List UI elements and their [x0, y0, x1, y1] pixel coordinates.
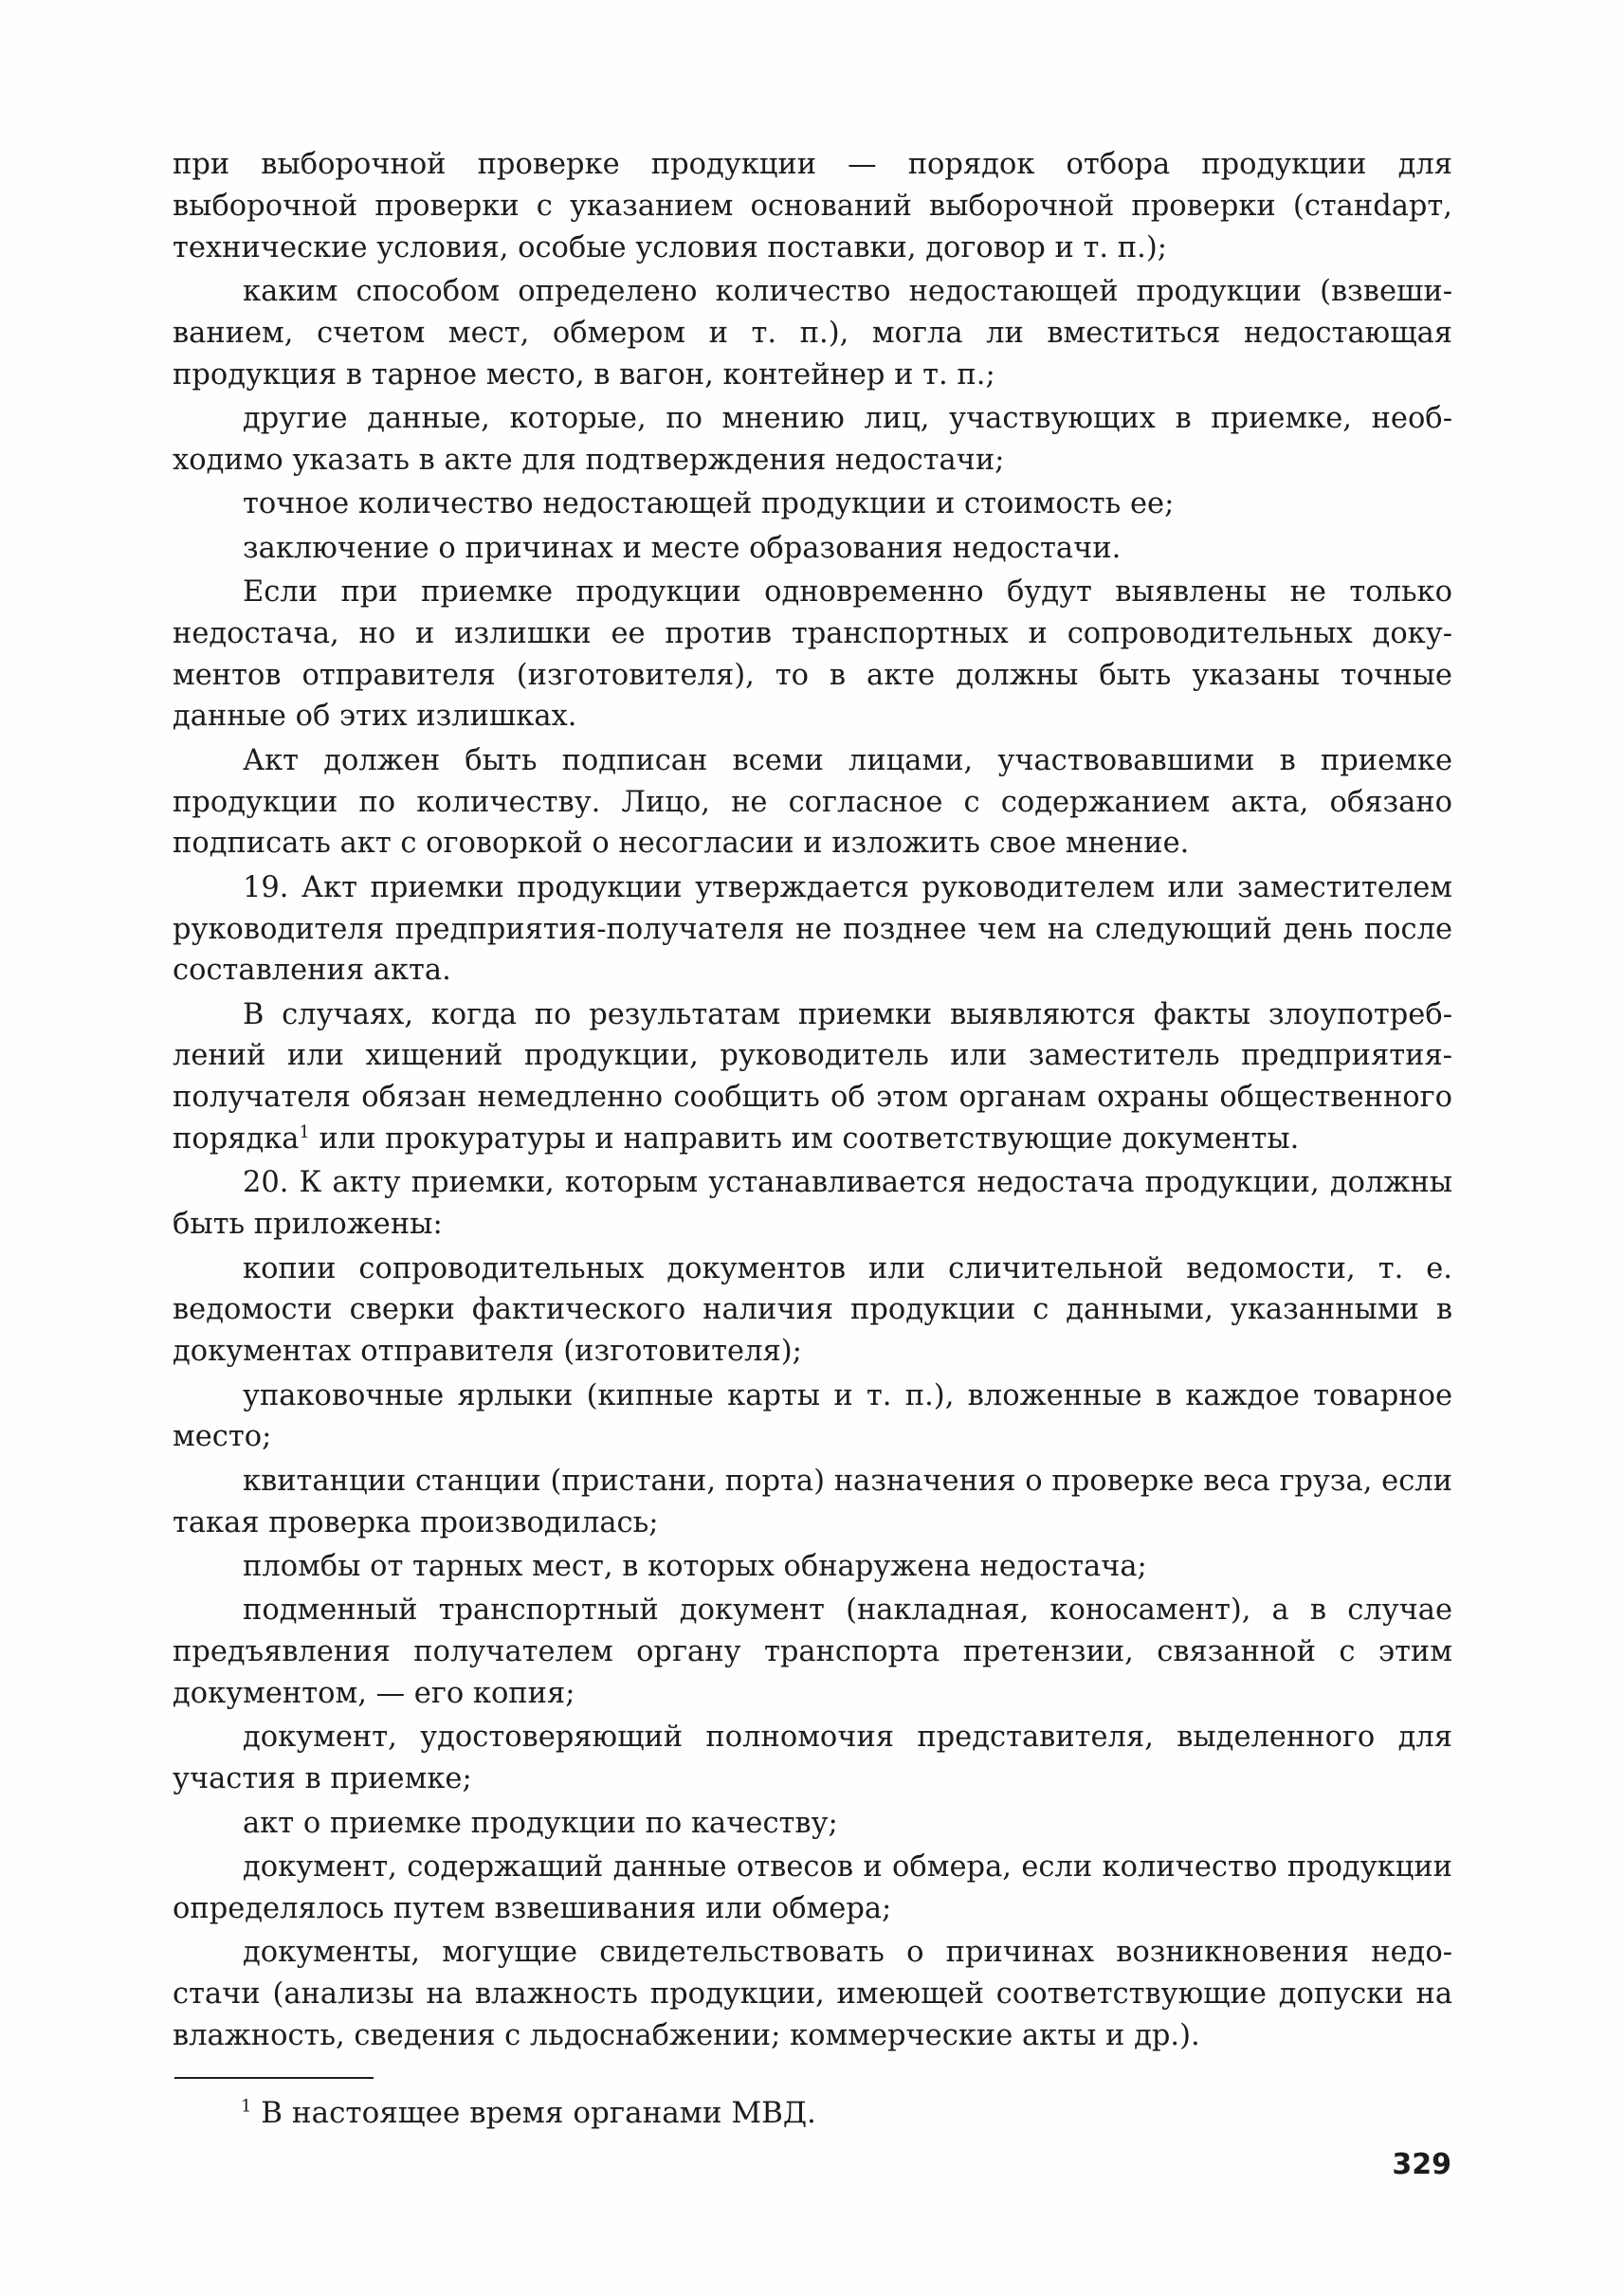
paragraph-text: каким способом определено количество недостающей продукции (взвешиванием, счетом мест, обмером и т. п.), могла ли вместиться недостающая продукция в тарное место, в вагон, контейнер и т. п.;	[173, 274, 1452, 392]
paragraph-text: 19. Акт приемки продукции утверждается руководителем или заместителем руководителя предприятия-получателя не позднее чем на следующий день после составления акта.	[173, 870, 1452, 988]
paragraph-text: точное количество недостающей продукции и стоимость ее;	[243, 487, 1175, 521]
paragraph	[173, 1847, 1452, 1930]
footnote	[241, 2092, 816, 2134]
paragraph-text: документы, могущие свидетельствовать о причинах возникновения недостачи (анализы на влажность продукции, имеющей соответствующие допуски на влажность, сведения с льдоснабжении; коммерческие акты и др.).	[173, 1936, 1452, 2052]
paragraph-text: пломбы от тарных мест, в которых обнаружена недостача;	[243, 1550, 1147, 1584]
paragraph	[173, 1461, 1452, 1544]
paragraph	[173, 1717, 1452, 1800]
paragraph	[173, 528, 1452, 570]
paragraph-text-continued: или прокуратуры и направить им соответствующие документы.	[309, 1122, 1300, 1157]
paragraph	[173, 398, 1452, 482]
paragraph-text: 20. К акту приемки, которым устанавливается недостача продукции, должны быть приложены:	[173, 1166, 1452, 1242]
paragraph	[173, 1375, 1452, 1459]
footnote-reference: 1	[299, 1122, 310, 1142]
paragraph	[173, 867, 1452, 992]
footnote-divider	[174, 2077, 374, 2079]
paragraph	[173, 1162, 1452, 1246]
paragraph-text: документ, удостоверяющий полномочия представителя, выделенного для участия в приемке;	[173, 1721, 1452, 1796]
paragraph-text: упаковочные ярлыки (кипные карты и т. п.), вложенные в каждое товарное место;	[173, 1378, 1452, 1454]
paragraph-text: подменный транспортный документ (накладная, коносамент), а в случае предъявления получателем органу транспорта претензии, связанной с этим документом, — его копия;	[173, 1594, 1452, 1710]
body-text	[173, 144, 1452, 2059]
footnote-mark: 1	[241, 2096, 252, 2117]
paragraph-text: Если при приемке продукции одновременно будут выявлены не только недостача, но и излишки ее против транспортных и сопроводительных документов отправителя (изготовителя), то в акте должны быть указаны точные данные об этих излишках.	[173, 574, 1452, 734]
paragraph-text: документ, содержащий данные отвесов и обмера, если количество продукции определялось путем взвешивания или обмера;	[173, 1849, 1452, 1925]
paragraph-text: В случаях, когда по результатам приемки выявляются факты злоупотреблений или хищений продукции, руководитель или заместитель предприятия-получателя обязан немедленно сообщить об этом органам охраны общественного порядка	[173, 997, 1452, 1157]
footnote-text: В настоящее время органами МВД.	[251, 2096, 816, 2130]
paragraph	[173, 1248, 1452, 1373]
paragraph-text: квитанции станции (пристани, порта) назначения о проверке веса груза, если такая проверка производилась;	[173, 1464, 1452, 1539]
paragraph	[173, 994, 1452, 1160]
paragraph	[173, 740, 1452, 865]
paragraph	[173, 1546, 1452, 1588]
paragraph	[173, 144, 1452, 268]
paragraph	[173, 572, 1452, 738]
paragraph	[173, 483, 1452, 525]
paragraph	[173, 271, 1452, 395]
paragraph	[173, 1803, 1452, 1845]
paragraph	[173, 1932, 1452, 2056]
paragraph-text: акт о приемке продукции по качеству;	[243, 1806, 838, 1840]
paragraph-text: копии сопроводительных документов или сличительной ведомости, т. е. ведомости сверки фактического наличия продукции с данными, указанными в документах отправителя (изготовителя);	[173, 1251, 1452, 1369]
page-number: 329	[1392, 2148, 1451, 2181]
paragraph	[173, 1590, 1452, 1714]
paragraph-text: при выборочной проверке продукции — порядок отбора продукции для выборочной проверки с указанием оснований выборочной проверки (станdарт, технические условия, особые условия поставки, договор и т. п.);	[173, 148, 1452, 264]
paragraph-text: другие данные, которые, по мнению лиц, участвующих в приемке, необходимо указать в акте для подтверждения недостачи;	[173, 401, 1452, 477]
paragraph-text: Акт должен быть подписан всеми лицами, участвовавшими в приемке продукции по количеству. Лицо, не согласное с содержанием акта, обязано подписать акт с оговоркой о несогласии и изложить свое мнение.	[173, 743, 1452, 861]
paragraph-text: заключение о причинах и месте образования недостачи.	[243, 531, 1122, 565]
